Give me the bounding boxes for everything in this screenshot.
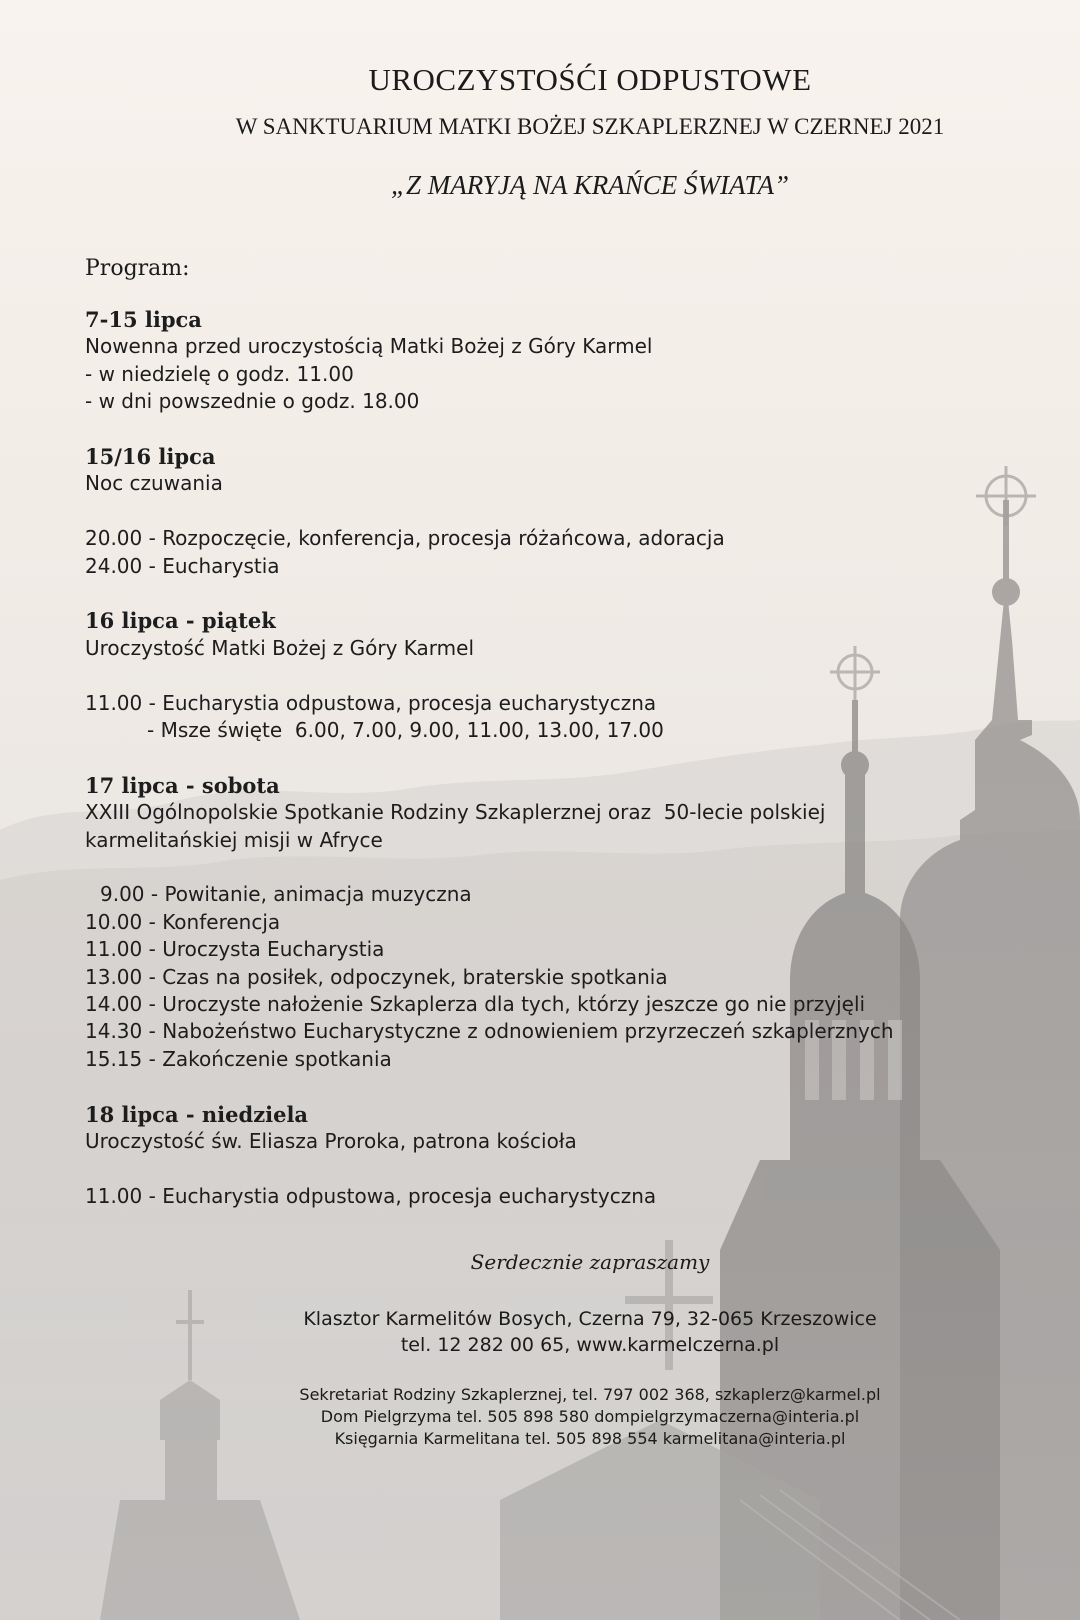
section-line: Uroczystość Matki Bożej z Góry Karmel: [85, 635, 475, 660]
program-body: [85, 306, 1005, 1210]
monastery-address: [180, 1306, 1000, 1358]
schedule-item: 13.00 - Czas na posiłek, odpoczynek, braterskie spotkania: [85, 964, 668, 989]
contact-list: [190, 1384, 990, 1450]
contact-line: Sekretariat Rodziny Szkaplerznej, tel. 797 002 368, szkaplerz@karmel.pl: [299, 1385, 881, 1404]
poster-subtitle: W SANKTUARIUM MATKI BOŻEJ SZKAPLERZNEJ W CZERNEJ 2021: [235, 114, 945, 139]
schedule-item: 11.00 - Uroczysta Eucharystia: [85, 937, 385, 962]
section-line: XXIII Ogólnopolskie Spotkanie Rodziny Szkaplerznej oraz 50-lecie polskiej: [85, 800, 826, 825]
program-label: Program:: [85, 256, 190, 281]
schedule-item: 10.00 - Konferencja: [85, 909, 281, 934]
schedule-item: 15.15 - Zakończenie spotkania: [85, 1046, 392, 1071]
schedule-item: 9.00 - Powitanie, animacja muzyczna: [100, 882, 472, 907]
schedule-item: - Msze święte 6.00, 7.00, 9.00, 11.00, 13.00, 17.00: [147, 718, 664, 743]
section-heading: 16 lipca - piątek: [85, 608, 276, 634]
section-line: Noc czuwania: [85, 471, 223, 496]
section-heading: 17 lipca - sobota: [85, 772, 280, 798]
poster-title: UROCZYSTOŚĆI ODPUSTOWE: [368, 62, 812, 97]
section-heading: 7-15 lipca: [85, 307, 202, 332]
section-heading: 18 lipca - niedziela: [85, 1101, 309, 1127]
invitation-text: Serdecznie zapraszamy: [470, 1250, 710, 1274]
section-line: karmelitańskiej misji w Afryce: [85, 827, 383, 852]
poster-motto: „Z MARYJĄ NA KRAŃCE ŚWIATA”: [390, 170, 790, 200]
contact-line: Księgarnia Karmelitana tel. 505 898 554 karmelitana@interia.pl: [334, 1429, 846, 1448]
section-line: Uroczystość św. Eliasza Proroka, patrona kościoła: [85, 1129, 577, 1154]
contact-line: Dom Pielgrzyma tel. 505 898 580 dompielgrzymaczerna@interia.pl: [320, 1407, 860, 1426]
section-heading: 15/16 lipca: [85, 444, 216, 470]
schedule-item: 20.00 - Rozpoczęcie, konferencja, procesja różańcowa, adoracja: [85, 526, 725, 551]
section-line: Nowenna przed uroczystością Matki Bożej z Góry Karmel: [85, 334, 653, 359]
address-line: tel. 12 282 00 65, www.karmelczerna.pl: [400, 1334, 780, 1356]
schedule-item: 11.00 - Eucharystia odpustowa, procesja eucharystyczna: [85, 690, 657, 715]
section-line: - w dni powszednie o godz. 18.00: [85, 389, 420, 414]
schedule-item: 24.00 - Eucharystia: [85, 553, 280, 578]
schedule-item: 14.00 - Uroczyste nałożenie Szkaplerza dla tych, którzy jeszcze go nie przyjęli: [85, 992, 866, 1017]
schedule-item: 11.00 - Eucharystia odpustowa, procesja eucharystyczna: [85, 1183, 657, 1208]
schedule-item: 14.30 - Nabożeństwo Eucharystyczne z odnowieniem przyrzeczeń szkaplerznych: [85, 1019, 894, 1044]
address-line: Klasztor Karmelitów Bosych, Czerna 79, 32-065 Krzeszowice: [303, 1308, 877, 1330]
section-line: - w niedzielę o godz. 11.00: [85, 361, 354, 386]
